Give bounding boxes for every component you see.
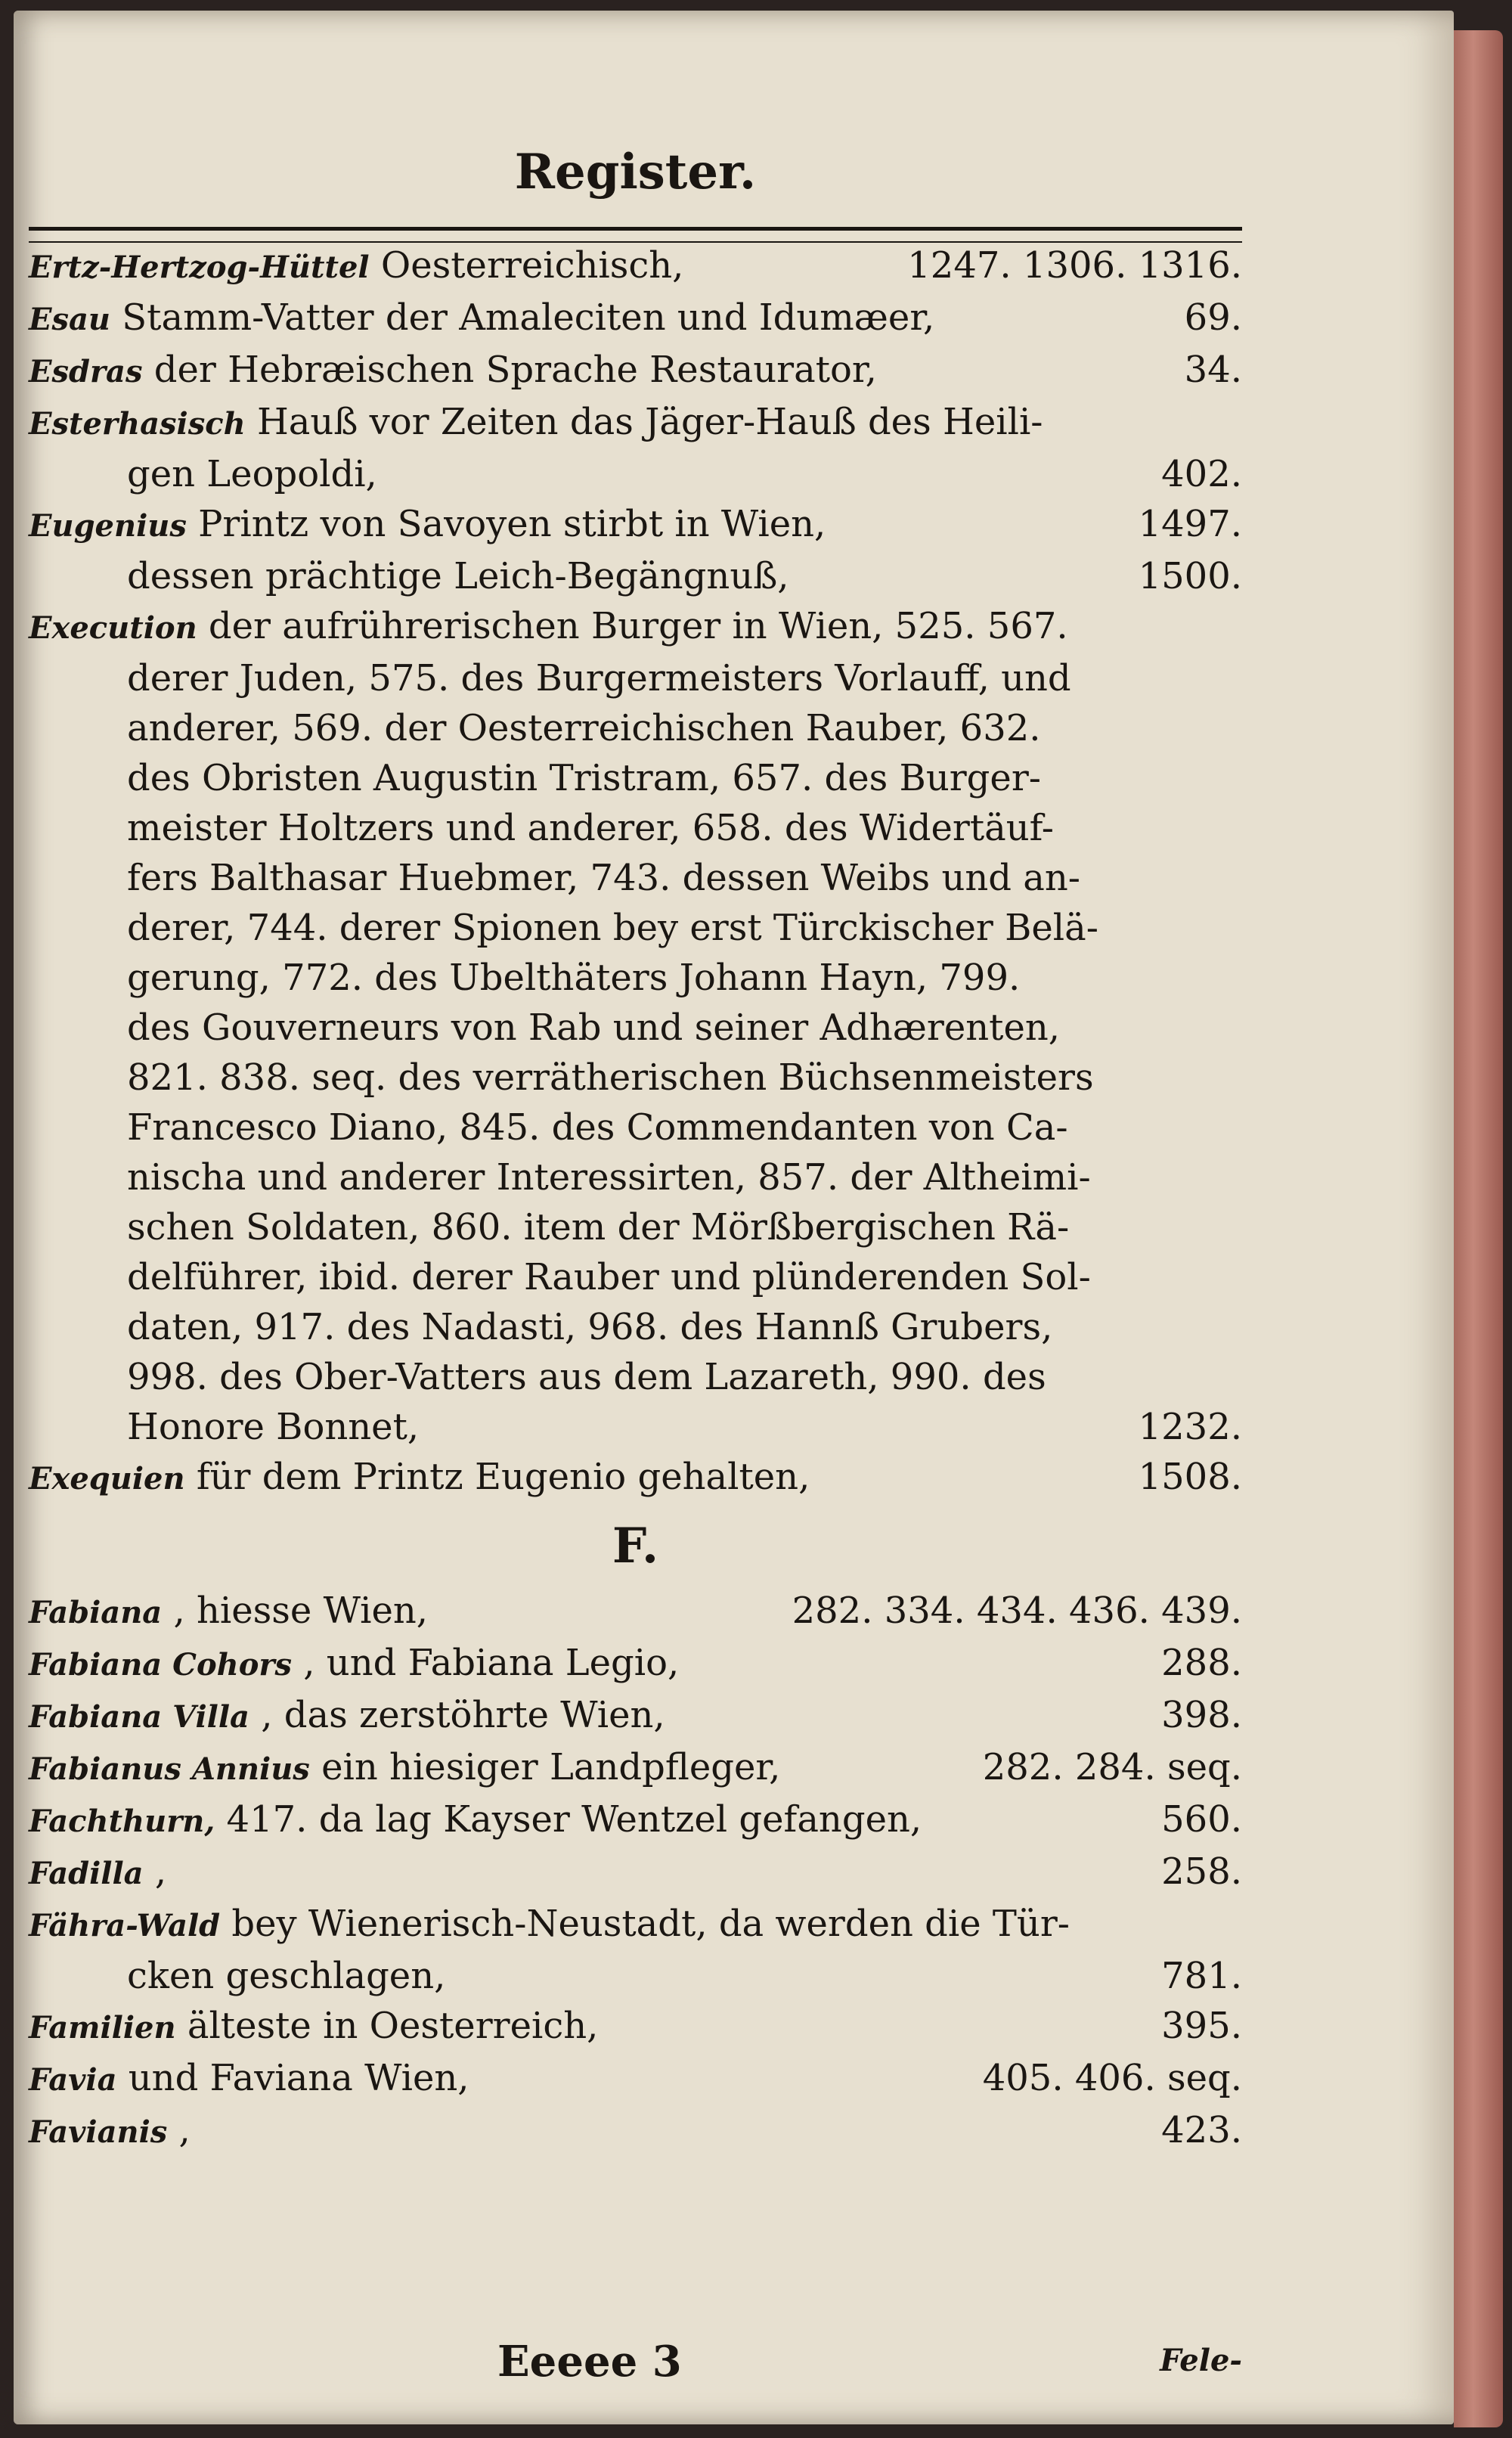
register-entry <box>29 2053 1242 2105</box>
entry-continuation <box>29 449 1242 499</box>
entry-line <box>29 1794 1242 1847</box>
continuation-text: dessen prächtige Leich-Begängnuß, <box>127 555 789 597</box>
entry-text-group <box>29 1586 428 1638</box>
entry-continuation <box>29 1951 1242 2001</box>
entry-text-group <box>29 2105 191 2157</box>
entry-text: , hiesse Wien, <box>162 1590 429 1632</box>
entry-continuation <box>29 1202 1242 1252</box>
entry-headword: Fachthurn, <box>29 1804 215 1839</box>
entry-line <box>29 1452 1242 1504</box>
entry-continuation <box>29 903 1242 953</box>
register-entry <box>29 2105 1242 2157</box>
entry-text: , und Fabiana Legio, <box>292 1642 680 1684</box>
entry-text: ein hiesiger Landpfleger, <box>309 1746 781 1788</box>
continuation-text: des Gouverneurs von Rab und seiner Adhærenten, <box>127 1007 1061 1049</box>
entry-line <box>29 1690 1242 1742</box>
entry-text: der aufrührerischen Burger in Wien, 525. 567. <box>197 605 1068 647</box>
entry-text-group <box>29 601 1068 653</box>
entry-pages: 34. <box>1184 349 1242 391</box>
register-entry <box>29 1586 1242 1638</box>
continuation-text: fers Balthasar Huebmer, 743. dessen Weibs und an- <box>127 857 1081 899</box>
entry-line <box>29 2001 1242 2053</box>
entry-headword: Eugenius <box>29 508 187 544</box>
entry-text: älteste in Oesterreich, <box>175 2005 599 2047</box>
entry-headword: Familien <box>29 2010 176 2046</box>
entry-line <box>29 1899 1242 1951</box>
entry-pages: 282. 284. seq. <box>982 1746 1242 1788</box>
entry-pages: 1247. 1306. 1316. <box>907 244 1242 287</box>
entry-line <box>29 397 1242 449</box>
continuation-pages: 1500. <box>1138 555 1242 597</box>
entry-continuation <box>29 551 1242 601</box>
entry-pages: 1497. <box>1138 503 1242 545</box>
entry-continuation <box>29 803 1242 853</box>
section-letter-f: F. <box>612 1518 659 1574</box>
entry-line <box>29 499 1242 551</box>
entry-line <box>29 2053 1242 2105</box>
entry-continuation <box>29 753 1242 803</box>
register-entry <box>29 397 1242 499</box>
entry-text: bey Wienerisch-Neustadt, da werden die Tür- <box>220 1903 1070 1945</box>
entry-text-group <box>29 1847 166 1899</box>
entry-pages: 258. <box>1161 1850 1242 1893</box>
continuation-text: nischa und anderer Interessirten, 857. der Altheimi- <box>127 1156 1091 1199</box>
register-entry <box>29 1847 1242 1899</box>
entry-pages: 405. 406. seq. <box>982 2057 1242 2099</box>
entry-continuation <box>29 1402 1242 1452</box>
entry-headword: Exequien <box>29 1461 185 1497</box>
page-footer <box>29 2337 1242 2390</box>
continuation-text: gerung, 772. des Ubelthäters Johann Hayn, 799. <box>127 957 1021 999</box>
entry-line <box>29 1742 1242 1794</box>
entry-headword: Favia <box>29 2062 117 2098</box>
register-entry <box>29 601 1242 1452</box>
entry-pages: 288. <box>1161 1642 1242 1684</box>
entry-continuation <box>29 703 1242 753</box>
entry-headword: Fähra-Wald <box>29 1908 221 1943</box>
entry-text-group <box>29 499 826 551</box>
entry-text: und Faviana Wien, <box>116 2057 469 2099</box>
entry-text: , das zerstöhrte Wien, <box>249 1694 665 1736</box>
entry-text-group <box>29 397 1043 449</box>
register-entry <box>29 1794 1242 1847</box>
continuation-text: gen Leopoldi, <box>127 453 377 495</box>
entry-pages: 69. <box>1184 296 1242 339</box>
continuation-text: Francesco Diano, 845. des Commendanten von Ca- <box>127 1106 1068 1149</box>
entry-pages: 560. <box>1161 1798 1242 1841</box>
continuation-text: anderer, 569. der Oesterreichischen Rauber, 632. <box>127 707 1041 749</box>
entry-pages: 398. <box>1161 1694 1242 1736</box>
entry-headword: Fabianus Annius <box>29 1751 310 1787</box>
entry-text-group <box>29 1690 665 1742</box>
entry-text: Stamm-Vatter der Amaleciten und Idumæer, <box>110 296 935 339</box>
entry-text-group <box>29 1899 1070 1951</box>
continuation-pages: 781. <box>1161 1955 1242 1997</box>
entry-continuation <box>29 1003 1242 1053</box>
entry-headword: Esau <box>29 302 111 337</box>
entry-text-group <box>29 1638 679 1690</box>
entry-pages: 282. 334. 434. 436. 439. <box>792 1590 1242 1632</box>
continuation-text: schen Soldaten, 860. item der Mörßbergischen Rä- <box>127 1206 1070 1248</box>
entry-headword: Fabiana <box>29 1595 163 1630</box>
entry-line <box>29 1847 1242 1899</box>
entry-line <box>29 2105 1242 2157</box>
entry-text-group <box>29 1742 780 1794</box>
register-entry <box>29 293 1242 345</box>
page-title: Register. <box>514 144 757 200</box>
entry-text: , <box>167 2109 191 2151</box>
entry-line <box>29 1638 1242 1690</box>
register-entry <box>29 1899 1242 2001</box>
register-entry <box>29 1742 1242 1794</box>
register-entry <box>29 2001 1242 2053</box>
entry-text-group <box>29 2053 469 2105</box>
entry-line <box>29 293 1242 345</box>
register-entry <box>29 345 1242 397</box>
entry-text: Printz von Savoyen stirbt in Wien, <box>186 503 826 545</box>
entry-continuation <box>29 1053 1242 1103</box>
register-entry <box>29 240 1242 293</box>
continuation-text: delführer, ibid. derer Rauber und plünderenden Sol- <box>127 1256 1091 1298</box>
register-entry <box>29 1638 1242 1690</box>
entry-pages: 1508. <box>1138 1456 1242 1498</box>
entry-line <box>29 1586 1242 1638</box>
entry-continuation <box>29 1252 1242 1302</box>
register-entry <box>29 499 1242 601</box>
continuation-text: derer, 744. derer Spionen bey erst Türckischer Belä- <box>127 907 1098 949</box>
entry-text-group <box>29 345 877 397</box>
continuation-text: cken geschlagen, <box>127 1955 446 1997</box>
signature-mark: Eeeee 3 <box>497 2337 682 2387</box>
register-entries <box>29 240 1242 2157</box>
entry-headword: Esdras <box>29 354 143 389</box>
register-entry <box>29 1690 1242 1742</box>
entry-continuation <box>29 653 1242 703</box>
page-edge <box>1454 30 1503 2427</box>
continuation-text: derer Juden, 575. des Burgermeisters Vorlauff, und <box>127 657 1071 699</box>
entry-text: 417. da lag Kayser Wentzel gefangen, <box>215 1798 922 1841</box>
entry-line <box>29 240 1242 293</box>
entry-continuation <box>29 1352 1242 1402</box>
entry-continuation <box>29 1302 1242 1352</box>
entry-headword: Esterhasisch <box>29 406 246 442</box>
entry-headword: Fabiana Cohors <box>29 1647 293 1683</box>
entry-text: , <box>143 1850 167 1893</box>
continuation-text: Honore Bonnet, <box>127 1406 420 1448</box>
continuation-text: des Obristen Augustin Tristram, 657. des Burger- <box>127 757 1041 799</box>
entry-headword: Fadilla <box>29 1856 144 1891</box>
continuation-text: meister Holtzers und anderer, 658. des Widertäuf- <box>127 807 1054 849</box>
entry-headword: Favianis <box>29 2114 168 2150</box>
entry-pages: 395. <box>1161 2005 1242 2047</box>
entry-text: der Hebræischen Sprache Restaurator, <box>142 349 877 391</box>
register-entry <box>29 1452 1242 1504</box>
entry-text-group <box>29 240 683 293</box>
entry-headword: Fabiana Villa <box>29 1699 249 1735</box>
entry-continuation <box>29 1103 1242 1152</box>
entry-text: für dem Printz Eugenio gehalten, <box>184 1456 810 1498</box>
catchword: Fele- <box>1160 2343 1242 2378</box>
entry-pages: 423. <box>1161 2109 1242 2151</box>
continuation-text: daten, 917. des Nadasti, 968. des Hannß Grubers, <box>127 1306 1053 1348</box>
entry-continuation <box>29 1152 1242 1202</box>
entry-line <box>29 601 1242 653</box>
entry-text-group <box>29 1452 810 1504</box>
entry-headword: Ertz-Hertzog-Hüttel <box>29 250 370 285</box>
entry-text: Oesterreichisch, <box>369 244 684 287</box>
continuation-pages: 402. <box>1161 453 1242 495</box>
entry-text-group <box>29 293 934 345</box>
continuation-pages: 1232. <box>1138 1406 1242 1448</box>
entry-text: Hauß vor Zeiten das Jäger-Hauß des Heili- <box>245 401 1043 443</box>
entry-continuation <box>29 953 1242 1003</box>
entry-text-group <box>29 2001 598 2053</box>
entry-headword: Execution <box>29 610 197 646</box>
continuation-text: 821. 838. seq. des verrätherischen Büchsenmeisters <box>127 1056 1094 1099</box>
entry-line <box>29 345 1242 397</box>
entry-text-group <box>29 1794 922 1847</box>
entry-continuation <box>29 853 1242 903</box>
continuation-text: 998. des Ober-Vatters aus dem Lazareth, 990. des <box>127 1356 1046 1398</box>
